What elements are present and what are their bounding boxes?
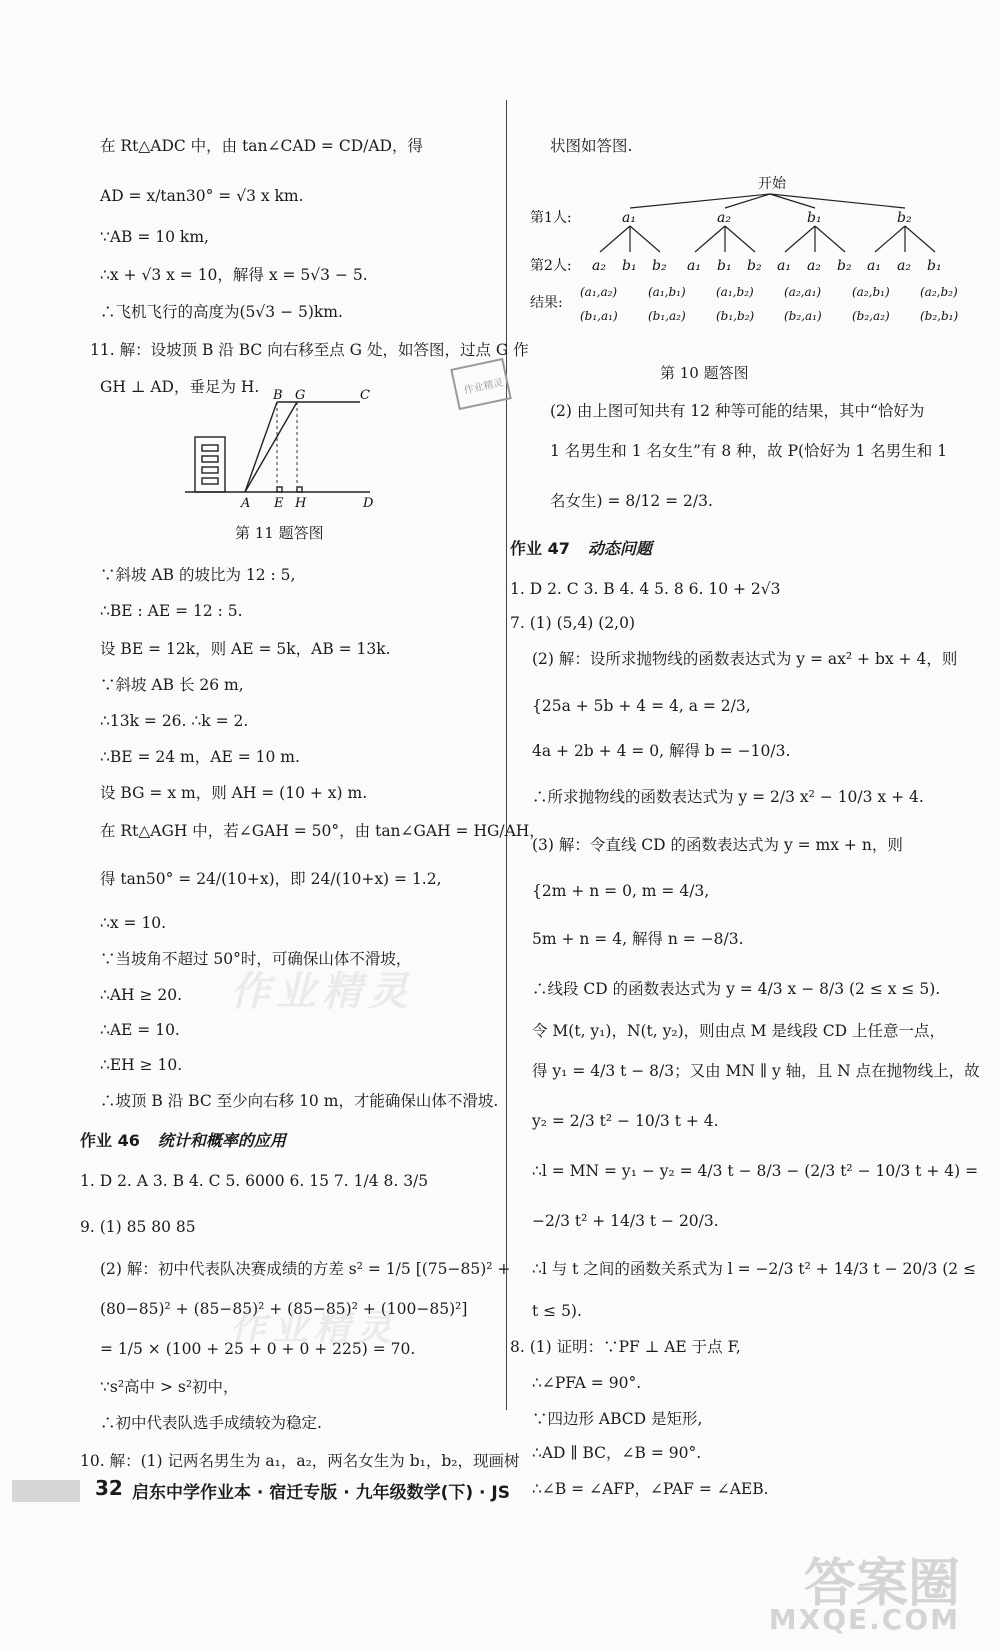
text-line: ∴所求抛物线的函数表达式为 y = 2/3 x² − 10/3 x + 4. [532,788,924,806]
text-line: 10. 解：(1) 记两名男生为 a₁，a₂，两名女生为 b₁，b₂，现画树 [80,1452,520,1470]
fig-label-h: H [295,496,307,511]
text-line: (3) 解：令直线 CD 的函数表达式为 y = mx + n，则 [532,836,903,854]
text-line: ∴∠B = ∠AFP，∠PAF = ∠AEB. [532,1480,769,1498]
text-line: 设 BG = x m，则 AH = (10 + x) m. [100,784,368,802]
tree-level2-node: a₁ [867,258,881,274]
tree-level1-node: a₂ [717,210,731,226]
text-line: ∵当坡角不超过 50°时，可确保山体不滑坡， [100,950,412,968]
tree-root: 开始 [758,176,786,192]
logo-text: 答案圈 [803,1554,960,1614]
text-line: (2) 解：设所求抛物线的函数表达式为 y = ax² + bx + 4，则 [532,650,958,668]
tree-result: (b₂,a₁) [784,309,822,323]
text-line: 在 Rt△ADC 中，由 tan∠CAD = CD/AD，得 [100,137,423,155]
tree-level2-node: b₂ [747,258,762,274]
tree-level1-node: b₁ [807,210,822,226]
stamp-text: 作业精灵 [462,377,505,397]
text-line: 1. D 2. C 3. B 4. 4 5. 8 6. 10 + 2√3 [510,580,781,598]
section-heading-46 [80,1130,286,1152]
text-line: ∴x = 10. [100,914,167,932]
text-line: ∵AB = 10 km, [100,228,209,246]
tree-diagram [530,170,990,340]
text-line: 8. (1) 证明：∵PF ⊥ AE 于点 F, [510,1338,741,1356]
tree-result: (b₂,b₁) [920,309,959,323]
text-line: ∵斜坡 AB 的坡比为 12 : 5, [100,566,296,584]
text-line: (2) 由上图可知共有 12 种等可能的结果，其中“恰好为 [550,402,925,420]
stamp-watermark [445,352,519,424]
text-line: {25a + 5b + 4 = 4, a = 2/3, [532,697,751,715]
tree-level2-node: b₂ [652,258,667,274]
fig-label-b: B [273,388,283,403]
tree-level2-node: b₂ [837,258,852,274]
tree-result: (b₁,b₂) [716,309,755,323]
tree-level1-node: b₂ [897,210,912,226]
text-line: 得 tan50° = 24/(10+x)，即 24/(10+x) = 1.2, [100,870,442,888]
text-line: {2m + n = 0, m = 4/3, [532,882,710,900]
tree-level2-node: b₁ [927,258,942,274]
text-line: ∴线段 CD 的函数表达式为 y = 4/3 x − 8/3 (2 ≤ x ≤ 5). [532,980,941,998]
tree-result: (a₁,b₂) [716,285,754,299]
text-line: 9. (1) 85 80 85 [80,1218,196,1236]
page-number: 32 [95,1476,123,1500]
tree-level2-node: b₁ [717,258,732,274]
section-number: 作业 46 [80,1131,140,1150]
text-line: (2) 解：初中代表队决赛成绩的方差 s² = 1/5 [(75−85)² + [100,1260,511,1278]
text-line: ∴AE = 10. [100,1021,180,1039]
tree-level2-node: b₁ [622,258,637,274]
text-line: 7. (1) (5,4) (2,0) [510,614,636,632]
text-line: AD = x/tan30° = √3 x km. [100,187,304,205]
tree-result: (a₂,a₁) [784,285,822,299]
fig-label-g: G [295,388,306,403]
section-title: 动态问题 [587,539,652,558]
tree-result: (b₁,a₂) [648,309,686,323]
text-line: y₂ = 2/3 t² − 10/3 t + 4. [532,1112,719,1130]
text-line: ∴l 与 t 之间的函数关系式为 l = −2/3 t² + 14/3 t − 20/3 (2 ≤ [532,1260,977,1278]
section-number: 作业 47 [510,539,570,558]
tree-result: (b₁,a₁) [580,309,618,323]
text-line: ∵斜坡 AB 长 26 m, [100,676,244,694]
tree-result: (a₂,b₁) [852,285,890,299]
text-line: ∴AD ∥ BC，∠B = 90°. [532,1444,702,1462]
text-line: 4a + 2b + 4 = 0, 解得 b = −10/3. [532,742,791,760]
tree-result: (a₁,b₁) [648,285,686,299]
text-line: ∴AH ≥ 20. [100,986,183,1004]
text-line: 1 名男生和 1 名女生”有 8 种，故 P(恰好为 1 名男生和 1 [550,442,948,460]
tree-result: (b₂,a₂) [852,309,890,323]
watermark: 作业精灵 [230,1308,399,1349]
fig-label-e: E [274,496,284,511]
text-line: −2/3 t² + 14/3 t − 20/3. [532,1212,719,1230]
text-line: ∴初中代表队选手成绩较为稳定. [100,1414,322,1432]
section-heading-47 [510,538,652,560]
text-line: 令 M(t, y₁)，N(t, y₂)，则由点 M 是线段 CD 上任意一点， [532,1022,946,1040]
footer-title: 启东中学作业本 · 宿迁专版 · 九年级数学(下) · JS [132,1483,510,1503]
tree-result-label: 结果: [530,295,563,311]
figure-10-caption: 第 10 题答图 [660,364,749,382]
text-line: ∴飞机飞行的高度为(5√3 − 5)km. [100,303,343,321]
text-line: 在 Rt△AGH 中，若∠GAH = 50°，由 tan∠GAH = HG/AH， [100,822,545,840]
text-line: ∵四边形 ABCD 是矩形, [532,1410,703,1428]
text-line: (80−85)² + (85−85)² + (85−85)² + (100−85)²] [100,1300,468,1318]
site-logo [710,1541,970,1641]
text-line: ∴坡顶 B 沿 BC 至少向右移 10 m，才能确保山体不滑坡. [100,1092,499,1110]
logo-url: MXQE.COM [768,1603,960,1636]
text-line: ∴∠PFA = 90°. [532,1374,642,1392]
text-line: = 1/5 × (100 + 25 + 0 + 0 + 225) = 70. [100,1340,416,1358]
tree-result: (a₁,a₂) [580,285,618,299]
tree-level2-node: a₂ [592,258,606,274]
watermark: 作业精灵 [230,969,414,1015]
fig-label-c: C [360,388,370,403]
text-line: t ≤ 5). [532,1302,582,1320]
tree-level2-node: a₂ [807,258,821,274]
text-line: ∴x + √3 x = 10，解得 x = 5√3 − 5. [100,266,368,284]
page-footer [0,1476,620,1510]
tree-level2-node: a₁ [777,258,791,274]
text-line: 1. D 2. A 3. B 4. C 5. 6000 6. 15 7. 1/4 8. 3/5 [80,1172,429,1190]
text-line: ∴BE = 24 m，AE = 10 m. [100,748,300,766]
tree-row2-label: 第2人: [530,258,572,274]
text-line: GH ⊥ AD，垂足为 H. [100,378,260,396]
tree-row1-label: 第1人: [530,210,572,226]
text-line: 状图如答图. [550,137,633,155]
text-line: ∴BE : AE = 12 : 5. [100,602,243,620]
text-line: ∴l = MN = y₁ − y₂ = 4/3 t − 8/3 − (2/3 t² − 10/3 t + 4) = [532,1162,979,1180]
text-line: ∴EH ≥ 10. [100,1056,183,1074]
text-line: 设 BE = 12k，则 AE = 5k，AB = 13k. [100,640,391,658]
fig-label-d: D [363,496,374,511]
figure-11-diagram [175,388,415,511]
text-line: 5m + n = 4, 解得 n = −8/3. [532,930,744,948]
text-line: ∵s²高中 > s²初中， [100,1378,239,1396]
tree-level2-node: a₂ [897,258,911,274]
text-line: 名女生) = 8/12 = 2/3. [550,492,713,510]
text-line: 11. 解：设坡顶 B 沿 BC 向右移至点 G 处，如答图，过点 G 作 [90,341,529,359]
tree-level1-node: a₁ [622,210,636,226]
figure-11-caption: 第 11 题答图 [235,524,324,542]
tree-result: (a₂,b₂) [920,285,958,299]
text-line: ∴13k = 26. ∴k = 2. [100,712,249,730]
fig-label-a: A [241,496,251,511]
column-divider [506,100,507,1410]
text-line: 得 y₁ = 4/3 t − 8/3；又由 MN ∥ y 轴，且 N 点在抛物线上，故 [532,1062,980,1080]
section-title: 统计和概率的应用 [157,1131,286,1150]
footer-badge [12,1480,80,1502]
tree-level2-node: a₁ [687,258,701,274]
